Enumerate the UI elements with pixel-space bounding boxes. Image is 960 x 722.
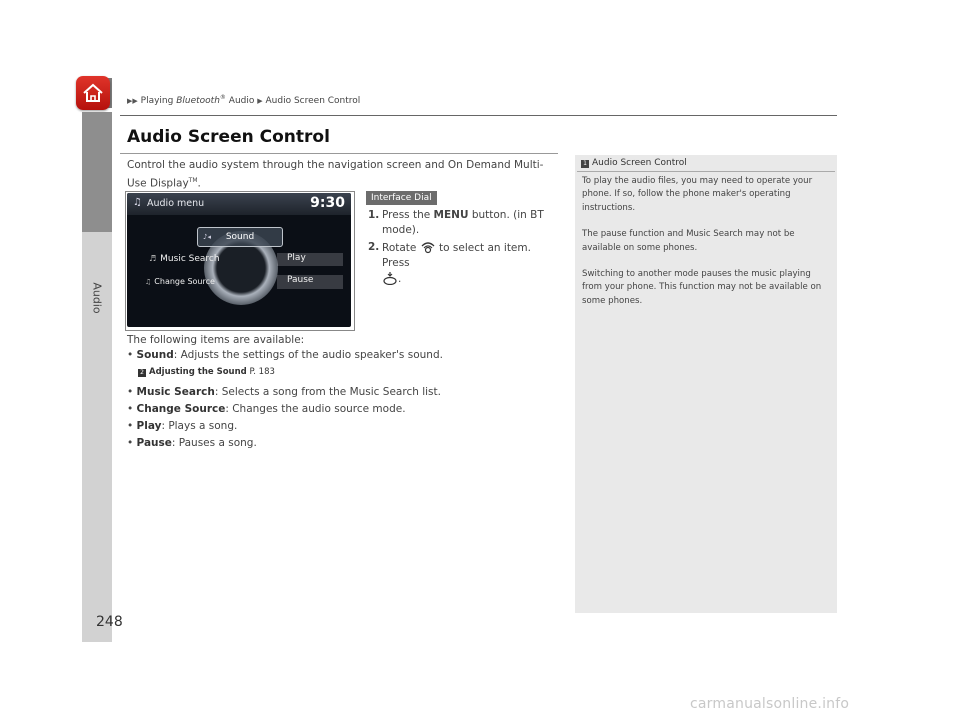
breadcrumb-current: Audio Screen Control: [265, 96, 361, 106]
step-item: 1. Press the MENU button. (in BT mode).: [368, 209, 544, 236]
breadcrumb-item[interactable]: Playing: [140, 96, 174, 106]
breadcrumb-arrow-icon: ▶▶: [127, 97, 138, 105]
header-divider: [120, 115, 837, 116]
home-icon: [76, 76, 110, 110]
side-note-title: 1 Audio Screen Control: [581, 158, 687, 168]
breadcrumb-item[interactable]: Bluetooth: [176, 96, 220, 106]
xref-icon: 2: [138, 369, 146, 377]
intro-text: Control the audio system through the navigation screen and On Demand Multi-Use Display™.: [127, 159, 544, 190]
available-intro: The following items are available:: [127, 334, 305, 346]
screen-music-search-item: ♬ Music Search: [149, 254, 220, 264]
registered-mark: ®: [219, 94, 226, 101]
page-title: Audio Screen Control: [127, 127, 330, 147]
change-source-icon: ♫: [145, 278, 152, 286]
step-item: 2. Rotate to select an item. Press .: [368, 241, 531, 285]
breadcrumb: [127, 94, 360, 106]
side-note-paragraph: To play the audio files, you may need to operate your phone. If so, follow the phone maker's operating instructions.: [582, 176, 813, 213]
press-knob-icon: [382, 271, 398, 285]
xref-link[interactable]: 2 Adjusting the Sound P. 183: [138, 365, 567, 380]
list-item: • Sound: Adjusts the settings of the audio speaker's sound.: [127, 349, 443, 361]
side-note-body: [582, 175, 830, 321]
steps-list: [368, 208, 560, 289]
audio-menu-screen: [127, 193, 351, 327]
note-icon: 1: [581, 160, 589, 168]
rail-block: [82, 112, 112, 232]
interface-dial-badge: Interface Dial: [366, 191, 437, 205]
music-note-icon: ♫: [133, 197, 142, 208]
breadcrumb-item[interactable]: Audio: [225, 96, 255, 106]
items-list: [127, 348, 567, 453]
list-item: • Change Source: Changes the audio source mode.: [127, 403, 406, 415]
list-item: • Pause: Pauses a song.: [127, 437, 257, 449]
music-search-icon: ♬: [149, 254, 157, 263]
title-divider: [120, 153, 558, 154]
screen-sound-item: ♪◂ Sound: [197, 227, 283, 247]
breadcrumb-arrow-icon: ▶: [257, 97, 263, 105]
rotate-knob-icon: [420, 240, 436, 254]
side-note-paragraph: The pause function and Music Search may not be available on some phones.: [582, 229, 795, 253]
side-note-divider: [577, 171, 835, 172]
screen-change-source-item: ♫ Change Source: [145, 277, 215, 286]
list-item: • Music Search: Selects a song from the Music Search list.: [127, 386, 441, 398]
speaker-icon: ♪◂: [203, 233, 211, 241]
screen-play-item: Play: [277, 253, 343, 266]
section-tab-label: Audio: [90, 282, 104, 314]
screen-title: Audio menu: [147, 198, 205, 209]
screen-clock: 9:30: [310, 195, 345, 211]
list-item: • Play: Plays a song.: [127, 420, 238, 432]
page-number: 248: [96, 614, 123, 630]
home-button[interactable]: [76, 76, 110, 110]
screen-header: [127, 193, 351, 215]
watermark: carmanualsonline.info: [690, 696, 850, 712]
screen-pause-item: Pause: [277, 275, 343, 289]
side-note-paragraph: Switching to another mode pauses the music playing from your phone. This function may not be available on some phones.: [582, 269, 822, 306]
